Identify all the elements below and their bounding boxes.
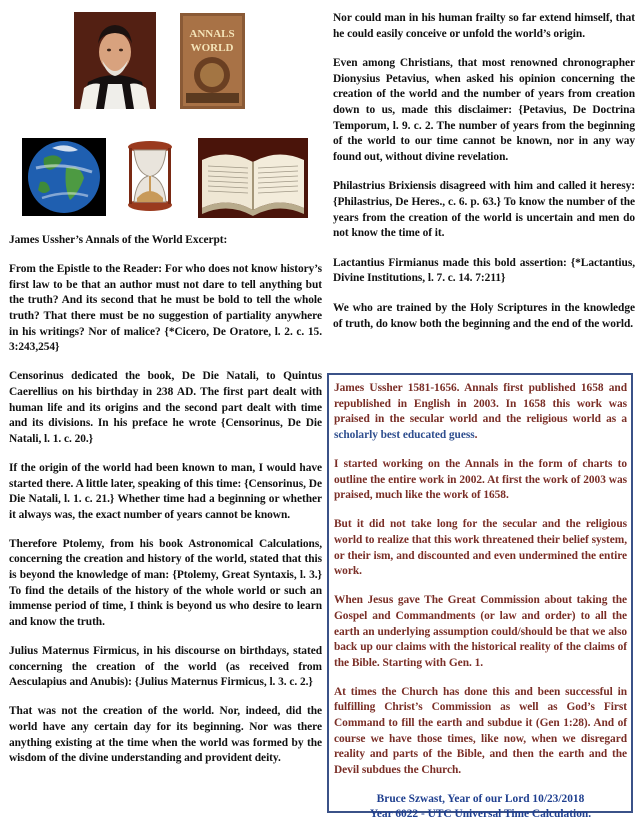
open-bible-image <box>198 138 308 218</box>
hourglass-image <box>122 138 178 214</box>
right-paragraph-1: Nor could man in his human frailty so far extend himself, that he could easily conceive or unfold the world’s origin. <box>333 12 635 40</box>
portrait-illustration <box>74 12 156 109</box>
hourglass-illustration <box>122 138 178 214</box>
left-paragraph-1: From the Epistle to the Reader: For who does not know history’s first law to be that an author must not dare to tell anything but the truth? And its second that he must be bold to tell the whole truth? That there must be no suggestion of partiality anywhere in his writings? Nor of malice? {*Cicero, De Oratore, l. 2. c. 15. 3:243,254} <box>9 263 322 354</box>
box-paragraph-1 <box>334 381 627 443</box>
earth-globe-image <box>22 138 106 216</box>
left-paragraph-6: That was not the creation of the world. Nor, indeed, did the world have any certain day for its beginning. Nor was there anything existing at the time when the world was formed by the wisdom of the divine understanding and provident deity. <box>9 705 322 765</box>
signature-line-1: Bruce Szwast, Year of our Lord 10/23/2018 <box>376 793 585 806</box>
book-cover-illustration <box>180 13 245 109</box>
box-paragraph-1-text: James Ussher 1581-1656. Annals first published 1658 and republished in English in 2003. In 1658 this work was praised in the secular world and the religious world as a <box>334 382 627 426</box>
box-paragraph-4: When Jesus gave The Great Commission about taking the Gospel and Commandments (or law and order) to all the earth an underlying assumption could/should be that we also back up our claims with the historical reality of the claims of the Bible. Starting with Gen. 1. <box>334 594 627 669</box>
bible-illustration <box>198 138 308 218</box>
signature-line-2: Year 6022 - UTC Universal Time Calculation. <box>369 808 592 821</box>
box-paragraph-3: But it did not take long for the secular and the religious world to realize that this work threatened their belief system, or their ism, and discounted and even undermined the entire work. <box>334 518 627 578</box>
right-paragraph-5: We who are trained by the Holy Scriptures in the knowledge of truth, do know both the beginning and the end of the world. <box>333 301 635 330</box>
book-cover-title-line1: ANNALS <box>189 28 235 40</box>
commentary-box <box>327 373 633 821</box>
box-paragraph-2: I started working on the Annals in the form of charts to outline the entire work in 2002. At first the work of 2003 was praised, much like the work of 1658. <box>334 457 627 502</box>
annals-book-cover-image <box>180 13 245 109</box>
box-paragraph-5: At times the Church has done this and been successful in fulfilling Christ’s Commission as well as God’s First Command to fill the earth and subdue it (Gen 1:28). And of course we have those times, like now, when we disregard reality and parts of the Bible, and then the earth and the Devil subdues the Church. <box>334 685 627 776</box>
right-paragraph-4: Lactantius Firmianus made this bold assertion: {*Lactantius, Divine Institutions, l. 7. c. 14. 7:211} <box>333 256 635 285</box>
left-paragraph-4: Therefore Ptolemy, from his book Astronomical Calculations, concerning the creation and history of the world, stated that this is beyond the knowledge of man: {Ptolemy, Great Syntaxis, l. 3.} To find the details of the history of the whole world or such an immense period of time, I think is beyond us who desire to learn and know the truth. <box>9 537 322 628</box>
left-column <box>9 233 322 780</box>
excerpt-heading: James Ussher’s Annals of the World Excerpt: <box>9 234 228 246</box>
right-column <box>333 11 635 346</box>
globe-illustration <box>22 138 106 216</box>
left-paragraph-2: Censorinus dedicated the book, De Die Natali, to Quintus Caerellius on his birthday in 238 AD. The first part dealt with human life and its origins and the second part dealt with time and its divisions. In his preface he wrote {Censorinus, De Die Natali, l. 1. c. 20.} <box>9 370 322 445</box>
left-paragraph-3: If the origin of the world had been known to man, I would have started there. A little later, speaking of this time: {Censorinus, De Die Natali, l. 1. c. 21.} Whether time had a beginning or whether it always was, the exact number of years cannot be known. <box>9 461 322 521</box>
ussher-portrait-image <box>74 12 156 109</box>
right-paragraph-2: Even among Christians, that most renowned chronographer Dionysius Petavius, when asked his opinion concerning the creation of the world and the number of years from creation down to us, made this disclaimer: {Petavius, De Doctrina Temporum, l. 9. c. 2. The number of years from the beginning of the world to our time cannot be known, nor in any way found out, without divine revelation. <box>333 57 635 163</box>
right-paragraph-3: Philastrius Brixiensis disagreed with him and called it heresy: {Philastrius, De Heres., c. 6. p. 63.} To know the number of the years from the creation of the world is uncertain and men do not know the time of it. <box>333 180 635 240</box>
left-paragraph-5: Julius Maternus Firmicus, in his discourse on birthdays, stated concerning the creation of the world (as received from Aesculapius and Anubis): {Julius Maternus Firmicus, l. 3. c. 2.} <box>9 645 322 689</box>
box-paragraph-1-end: . <box>474 428 478 441</box>
scholarly-guess-highlight: scholarly best educated guess <box>334 428 475 441</box>
book-cover-title-line2: WORLD <box>190 42 234 54</box>
